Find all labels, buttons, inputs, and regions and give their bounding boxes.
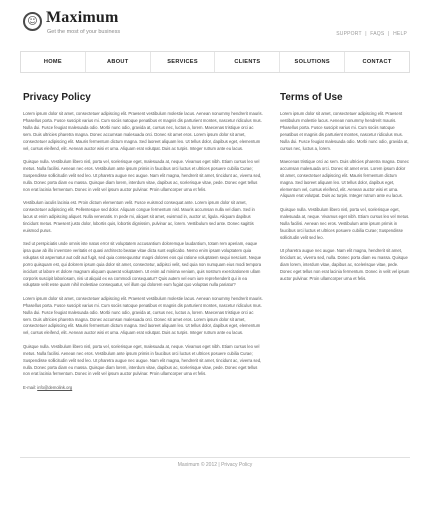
privacy-paragraph: Lorem ipsum dolor sit amet, consectetuer adipiscing elit. Praesent vestibulum molestie lacus. Aenean nonummy hendrerit mauris. Phasellus porta. Fusce suscipit varius mi. Cum sociis natoque penatibus et magnis dis parturient montes, nascetur ridiculus mus. Nulla dui. Fusce feugiat malesuada odio. Morbi nunc odio, gravida at, cursus nec, luctus a, lorem. Maecenas tristique orci ac sem. Duis ultricies pharetra magna. Donec accumsan malesuada orci. Donec sit amet eros. Lorem ipsum dolor sit amet, consectetuer adipiscing elit. Mauris fermentum dictum magna. Sed laoreet aliquam leo. Ut tellus dolor, dapibus eget, elementum vel, cursus eleifend, elit. Aenean auctor wisi et urna. Aliquam erat volutpat. Duis ac turpis. Integer rutrum ante eu lacus. xyxy=(23,111,263,151)
support-link[interactable]: SUPPORT xyxy=(336,31,362,37)
site-title[interactable]: Maximum xyxy=(46,9,119,26)
privacy-paragraph: Quisque nulla. Vestibulum libero nisl, porta vel, scelerisque eget, malesuada at, neque. Vivamus eget nibh. Etiam cursus leo vel metus. Nulla facilisi. Aenean nec eros. Vestibulum ante ipsum primis in faucibus orci luctus et ultrices posuere cubilia Curae; Suspendisse sollicitudin velit sed leo. Ut pharetra augue nec augue. Nam elit magna, hendrerit sit amet, tincidunt ac, viverra sed, nulla. Donec porta diam eu massa. Quisque diam lorem, interdum vitae, dapibus ac, scelerisque vitae, pede. Donec eget tellus non erat lacinia fermentum. Donec in velit vel ipsum auctor pulvinar. Proin ullamcorper urna et felis. xyxy=(23,343,262,377)
site-header xyxy=(0,0,430,50)
privacy-paragraph: Sed ut perspiciatis unde omnis iste natus error sit voluptatem accusantium doloremque laudantium, totam rem aperiam, eaque ipsa quae ab illo inventore veritatis et quasi architecto beatae vitae dicta sunt explicabo. Nemo enim ipsam voluptatem quia voluptas sit aspernatur aut odit aut fugit, sed quia consequuntur magni dolores eos qui ratione voluptatem sequi nesciunt. Neque porro quisquam est, qui dolorem ipsum quia dolor sit amet, consectetur, adipisci velit, sed quia non numquam eius modi tempora incidunt ut labore et dolore magnam aliquam quaerat voluptatem. Ut enim ad minima veniam, quis nostrum exercitationem ullam corporis suscipit laboriosam, nisi ut aliquid ex ea commodi consequatur? Quis autem vel eum iure reprehenderit qui in ea voluptate velit esse quam nihil molestiae consequatur, vel illum qui dolorem eum fugiat quo voluptas nulla pariatur? xyxy=(23,241,262,288)
email-line xyxy=(23,385,263,390)
terms-paragraph: Maecenas tristique orci ac sem. Duis ultricies pharetra magna. Donec accumsan malesuada orci. Donec sit amet eros. Lorem ipsum dolor sit amet, consectetuer adipiscing elit. Mauris fermentum dictum magna. Sed laoreet aliquam leo. Ut tellus dolor, dapibus eget, elementum vel, cursus eleifend, elit. Aenean auctor wisi et urna. Aliquam erat volutpat. Duis ac turpis. Integer rutrum ante eu lacus. xyxy=(280,158,409,199)
terms-paragraph: Quisque nulla. Vestibulum libero nisl, porta vel, scelerisque eget, malesuada at, neque. Vivamus eget nibh. Etiam cursus leo vel metus. Nulla facilisi. Aenean nec eros. Vestibulum ante ipsum primis in faucibus orci luctus et ultrices posuere cubilia Curae; Suspendisse sollicitudin velit sed leo. xyxy=(280,206,410,240)
logo-icon[interactable] xyxy=(23,12,42,31)
top-link-separator: | xyxy=(365,31,367,37)
logo-glyph: ☺ xyxy=(27,15,38,27)
faqs-link[interactable]: FAQS xyxy=(370,31,385,37)
privacy-paragraph: Lorem ipsum dolor sit amet, consectetuer adipiscing elit. Praesent vestibulum molestie lacus. Aenean nonummy hendrerit mauris. Phasellus porta. Fusce suscipit varius mi. Cum sociis natoque penatibus et magnis dis parturient montes, nascetur ridiculus mus. Nulla dui. Fusce feugiat malesuada odio. Morbi nunc odio, gravida at, cursus nec, luctus a, lorem. Maecenas tristique orci ac sem. Duis ultricies pharetra magna. Donec accumsan malesuada orci. Donec sit amet eros. Lorem ipsum dolor sit amet, consectetuer adipiscing elit. Mauris fermentum dictum magna. Sed laoreet aliquam leo. Ut tellus dolor, dapibus eget, elementum vel, cursus eleifend, elit. Aenean auctor wisi et urna. Aliquam erat volutpat. Duis ac turpis. Integer rutrum ante eu lacus. xyxy=(23,295,263,336)
nav-item-contact[interactable]: CONTACT xyxy=(362,59,392,65)
site-tagline: Get the most of your business xyxy=(47,29,121,35)
footer-divider xyxy=(20,457,410,458)
top-links xyxy=(334,31,407,37)
nav-item-clients[interactable]: CLIENTS xyxy=(215,52,280,72)
terms-of-use-section xyxy=(280,92,410,289)
email-label: E-mail: xyxy=(23,384,37,390)
terms-paragraph: Lorem ipsum dolor sit amet, consectetuer adipiscing elit. Praesent vestibulum molestie lacus. Aenean nonummy hendrerit mauris. Phasellus porta. Fusce suscipit varius mi. Cum sociis natoque penatibus et magnis dis parturient montes, nascetur ridiculus mus. Nulla dui. Fusce feugiat malesuada odio. Morbi nunc odio, gravida at, cursus nec, luctus a, lorem. xyxy=(280,111,409,151)
terms-paragraph: Ut pharetra augue nec augue. Nam elit magna, hendrerit sit amet, tincidunt ac, viverra sed, nulla. Donec porta diam eu massa. Quisque diam lorem, interdum vitae, dapibus ac, scelerisque vitae, pede. Donec eget tellus non erat lacinia fermentum. Donec in velit vel ipsum auctor pulvinar. Proin ullamcorper urna et felis. xyxy=(280,247,410,281)
terms-of-use-title: Terms of Use xyxy=(280,92,343,103)
nav-item-about[interactable]: ABOUT xyxy=(86,52,151,72)
privacy-policy-section xyxy=(23,92,263,390)
nav-item-services[interactable]: SERVICES xyxy=(151,52,216,72)
footer-text: Maximum © 2012 | Privacy Policy xyxy=(177,462,253,468)
nav-item-home[interactable]: HOME xyxy=(21,52,86,72)
help-link[interactable]: HELP xyxy=(393,31,407,37)
privacy-paragraph: Vestibulum iaculis lacinia est. Proin dictum elementum velit. Fusce euismod consequat ante. Lorem ipsum dolor sit amet, consectetuer adipiscing elit. Pellentesque sed dolor. Aliquam congue fermentum nisl. Mauris accumsan nulla vel diam. Sed in lacus ut enim adipiscing aliquet. Nulla venenatis. In pede mi, aliquet sit amet, euismod in, auctor ut, ligula. Aliquam dapibus tincidunt metus. Praesent justo dolor, lobortis quis, lobortis dignissim, pulvinar ac, lorem. Vestibulum sed ante. Donec sagittis euismod purus. xyxy=(23,199,255,233)
nav-item-solutions[interactable]: SOLUTIONS xyxy=(280,52,345,72)
privacy-paragraph: Quisque nulla. Vestibulum libero nisl, porta vel, scelerisque eget, malesuada at, neque. Vivamus eget nibh. Etiam cursus leo vel metus. Nulla facilisi. Aenean nec eros. Vestibulum ante ipsum primis in faucibus orci luctus et ultrices posuere cubilia Curae; Suspendisse sollicitudin velit sed leo. Ut pharetra augue nec augue. Nam elit magna, hendrerit sit amet, tincidunt ac, viverra sed, nulla. Donec porta diam eu massa. Quisque diam lorem, interdum vitae, dapibus ac, scelerisque vitae, pede. Donec eget tellus non erat lacinia fermentum. Donec in velit vel ipsum auctor pulvinar. Proin ullamcorper urna et felis. xyxy=(23,158,262,192)
top-link-separator: | xyxy=(388,31,390,37)
main-nav xyxy=(20,51,410,73)
privacy-policy-title: Privacy Policy xyxy=(23,92,91,103)
email-link[interactable]: info@demolink.org xyxy=(37,384,73,390)
